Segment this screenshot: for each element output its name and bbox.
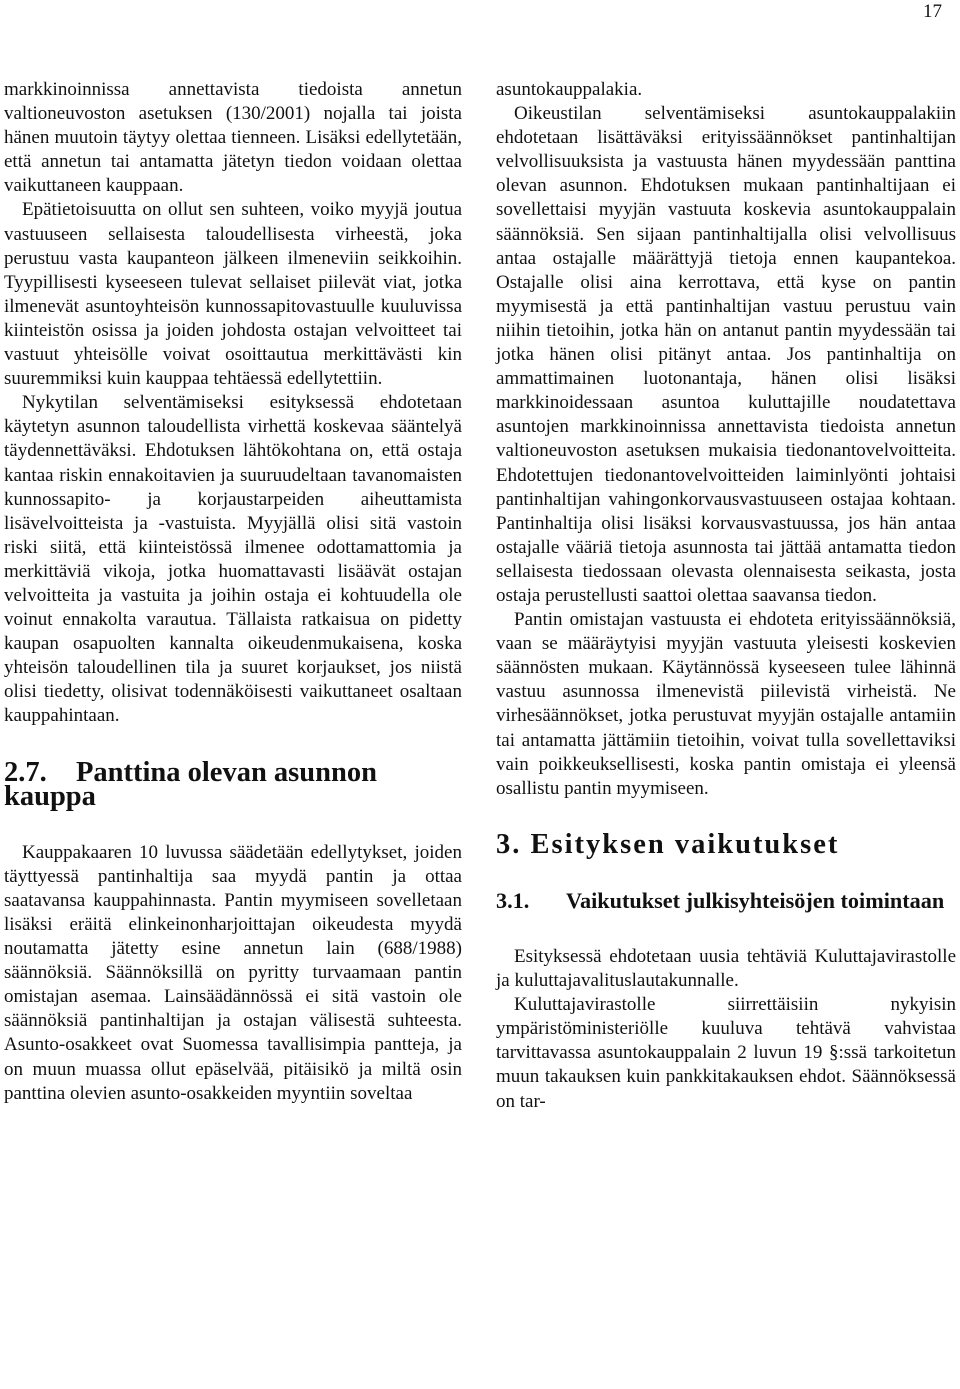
section-heading-3-1	[496, 889, 956, 913]
section-heading-2-7	[4, 756, 462, 812]
paragraph: Kauppakaaren 10 luvussa säädetään edellytykset, joiden täyttyessä pantinhaltija saa myydä pantin ja ottaa saatavansa kauppahinnasta. Pantin myymiseen sovelletaan lisäksi eräitä elinkeinonharjoittajan oikeudesta myydä noutamatta jätetty esine annetun lain (688/1988) säännöksiä. Säännöksillä on pyritty turvaamaan pantin omistajan asemaa. Lainsäädännössä ei sitä vastoin ole säännöksiä pantinhaltijan ja ostajan välisestä suhteesta. Asunto-osakkeet ovat Suomessa tavallisimpia pantteja, ja on muun muassa ollut epäselvää, pitäisikö ja miltä osin panttina olevien asunto-osakkeiden myyntiin soveltaa	[4, 841, 462, 1104]
paragraph: asuntokauppalakia.	[496, 79, 643, 100]
paragraph: Esityksessä ehdotetaan uusia tehtäviä Kuluttajavirastolle ja kuluttajavalituslautakunnalle.	[496, 946, 956, 992]
paragraph: Kuluttajavirastolle siirrettäisiin nykyisin ympäristöministeriölle kuuluva tehtävä vahvistaa tarvittavassa asuntokauppalain 2 luvun 19 §:ssä tarkoitetun muun takauksen kuin pankkitakauksen ehdot. Säännöksessä on tar-	[496, 994, 956, 1112]
paragraph: Epätietoisuutta on ollut sen suhteen, voiko myyjä joutua vastuuseen sellaisesta taloudellisesta virheestä, joka perustuu vasta kaupanteon jälkeen ilmeneviin seikkoihin. Tyypillisesti kyseeseen tulevat sellaiset piilevät viat, jotka ilmenevät asuntoyhteisön kunnossapitovastuulle kuuluvissa kiinteistön osissa ja joiden johdosta ostajan velvoitteet tai vastuut yhteisölle voivat osoittautua merkittävästi kin suuremmiksi kuin kauppaa tehtäessä edellytettiin.	[4, 199, 462, 390]
page-number: 17	[923, 1, 942, 22]
paragraph: Oikeustilan selventämiseksi asuntokauppalakiin ehdotetaan lisättäväksi erityissäännökset pantinhaltijan velvollisuuksista ja vastuusta hänen myydessään panttina olevan asunnon. Ehdotuksen mukaan pantinhaltijaan ei sovellettaisi myyjän vastuuta koskevia asuntokauppalain säännöksiä. Sen sijaan pantinhaltijalla olisi velvollisuus antaa ostajalle määrättyjä tietoja ennen kaupantekoa. Ostajalle olisi aina kerrottava, että kyse on pantin myymisestä ja että pantinhaltijan vastuu perustuu vain niihin tietoihin, jotka hän on antanut pantin myydessään tai jotka hänen olisi pitänyt antaa. Jos pantinhaltija on ammattimainen luotonantaja, hänen olisi lisäksi markkinoidessaan asuntoa kuluttajille noudatettava asuntojen markkinoinnissa annettavista tiedoista annetun valtioneuvoston asetuksen mukaisia tiedonantovelvoitteita. Ehdotettujen tiedonantovelvoitteiden laiminlyönti johtaisi pantinhaltijan vahingonkorvausvastuuseen ostajaa kohtaan. Pantinhaltija olisi lisäksi korvausvastuussa, jos hän antaa ostajalle vääriä tietoja asunnosta tai jättää antamatta tiedon sellaisesta tiedossaan olevasta olennaisesta seikasta, josta ostaja perustellusti saattoi olettaa saavansa tiedon.	[496, 103, 956, 606]
section-number: 3.1.	[496, 887, 530, 913]
section-title: Panttina olevan asunnon kauppa	[4, 756, 377, 812]
section-number: 2.7.	[4, 756, 47, 788]
paragraph: Pantin omistajan vastuusta ei ehdoteta erityissäännöksiä, vaan se määräytyisi myyjän vastuuta yleisesti koskevien säännösten mukaan. Käytännössä kyseeseen tulee lähinnä vastuu asunnossa ilmenevistä piilevistä virheistä. Ne virhesäännökset, jotka perustuvat myyjän ostajalle antamiin tai antamatta jättämiin tietoihin, voivat tulla sovellettaviksi vain poikkeuksellisesti, koska pantin omistaja ei yleensä osallistu pantin myymiseen.	[496, 609, 956, 799]
section-title: Esityksen vaikutukset	[530, 828, 840, 860]
section-heading-3	[496, 828, 956, 860]
right-column	[496, 78, 956, 1114]
section-title: Vaikutukset julkisyhteisöjen toimintaan	[566, 887, 945, 913]
left-column	[4, 78, 462, 1106]
paragraph: markkinoinnissa annettavista tiedoista annetun valtioneuvoston asetuksen (130/2001) nojalla tai joista hänen muutoin täytyy olettaa tienneen. Lisäksi edellytetään, että annetun tai antamatta jätetyn tiedon voidaan olettaa vaikuttaneen kauppaan.	[4, 79, 462, 197]
section-number: 3.	[496, 828, 522, 860]
paragraph: Nykytilan selventämiseksi esityksessä ehdotetaan käytetyn asunnon taloudellista virhettä koskevaa sääntelyä täydennettäväksi. Ehdotuksen lähtökohtana on, että ostaja kantaa riskin ennakoitavien ja suuruudeltaan tavanomaisten kunnossapito- ja korjaustarpeiden aiheuttamista lisävelvoitteista ja -vastuista. Myyjällä olisi sitä vastoin riski siitä, että kiinteistössä ilmenee odottamattomia ja merkittäviä vikoja, jotka huomattavasti lisäävät ostajan velvoitteita ja vastuita ja joihin ostaja ei kohtuudella ole voinut ennakolta varautua. Tällaista ratkaisua on pidetty kaupan osapuolten kannalta oikeudenmukaisena, koska yhteisön taloudellinen tila ja suuret korjaukset, jos niistä olisi tiedetty, olisivat todennäköisesti vaikuttaneet osaltaan kauppahintaan.	[4, 392, 462, 727]
